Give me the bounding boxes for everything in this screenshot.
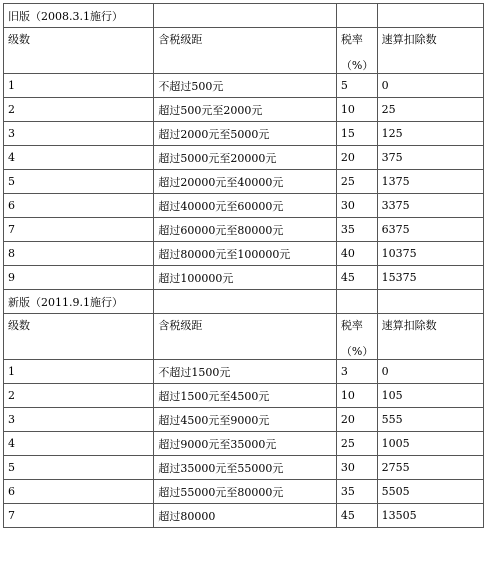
header-level: 级数 (4, 314, 154, 360)
table-row (4, 74, 484, 98)
rate-cell: 45 (336, 504, 377, 528)
level-cell: 5 (4, 456, 154, 480)
rate-cell: 35 (336, 480, 377, 504)
bracket-cell: 超过4500元至9000元 (154, 408, 337, 432)
deduction-cell: 0 (377, 74, 483, 98)
rate-cell: 15 (336, 122, 377, 146)
header-rate (336, 314, 377, 360)
level-cell: 1 (4, 360, 154, 384)
bracket-cell: 超过80000元至100000元 (154, 242, 337, 266)
header-row (4, 314, 484, 360)
section-title-row (4, 290, 484, 314)
empty-cell (377, 4, 483, 28)
level-cell: 9 (4, 266, 154, 290)
bracket-cell: 超过100000元 (154, 266, 337, 290)
table-row (4, 242, 484, 266)
level-cell: 8 (4, 242, 154, 266)
deduction-cell: 3375 (377, 194, 483, 218)
empty-cell (336, 290, 377, 314)
rate-cell: 25 (336, 432, 377, 456)
level-cell: 7 (4, 218, 154, 242)
bracket-cell: 超过9000元至35000元 (154, 432, 337, 456)
rate-cell: 5 (336, 74, 377, 98)
deduction-cell: 15375 (377, 266, 483, 290)
table-row (4, 170, 484, 194)
level-cell: 1 (4, 74, 154, 98)
rate-cell: 10 (336, 384, 377, 408)
header-rate-label: 税率 (340, 319, 363, 332)
table-row (4, 360, 484, 384)
deduction-cell: 375 (377, 146, 483, 170)
header-deduction: 速算扣除数 (377, 314, 483, 360)
table-row (4, 480, 484, 504)
deduction-cell: 6375 (377, 218, 483, 242)
rate-cell: 20 (336, 408, 377, 432)
level-cell: 5 (4, 170, 154, 194)
rate-cell: 3 (336, 360, 377, 384)
table-row (4, 456, 484, 480)
rate-cell: 10 (336, 98, 377, 122)
rate-cell: 20 (336, 146, 377, 170)
bracket-cell: 超过500元至2000元 (154, 98, 337, 122)
deduction-cell: 25 (377, 98, 483, 122)
level-cell: 2 (4, 384, 154, 408)
rate-cell: 25 (336, 170, 377, 194)
level-cell: 3 (4, 408, 154, 432)
level-cell: 2 (4, 98, 154, 122)
bracket-cell: 超过1500元至4500元 (154, 384, 337, 408)
empty-cell (154, 4, 337, 28)
deduction-cell: 125 (377, 122, 483, 146)
table-row (4, 194, 484, 218)
deduction-cell: 1375 (377, 170, 483, 194)
table-row (4, 218, 484, 242)
table-row (4, 408, 484, 432)
section-title: 新版（2011.9.1施行） (4, 290, 154, 314)
header-rate-unit: （%） (340, 59, 374, 72)
table-row (4, 146, 484, 170)
level-cell: 3 (4, 122, 154, 146)
level-cell: 4 (4, 432, 154, 456)
empty-cell (154, 290, 337, 314)
section-title-row (4, 4, 484, 28)
bracket-cell: 超过60000元至80000元 (154, 218, 337, 242)
deduction-cell: 5505 (377, 480, 483, 504)
tax-rate-table-body (4, 4, 484, 528)
empty-cell (336, 4, 377, 28)
deduction-cell: 0 (377, 360, 483, 384)
deduction-cell: 105 (377, 384, 483, 408)
rate-cell: 45 (336, 266, 377, 290)
bracket-cell: 超过2000元至5000元 (154, 122, 337, 146)
deduction-cell: 555 (377, 408, 483, 432)
table-row (4, 432, 484, 456)
header-deduction: 速算扣除数 (377, 28, 483, 74)
level-cell: 4 (4, 146, 154, 170)
section-title: 旧版（2008.3.1施行） (4, 4, 154, 28)
deduction-cell: 13505 (377, 504, 483, 528)
bracket-cell: 不超过500元 (154, 74, 337, 98)
bracket-cell: 超过40000元至60000元 (154, 194, 337, 218)
header-row (4, 28, 484, 74)
rate-cell: 35 (336, 218, 377, 242)
table-row (4, 504, 484, 528)
table-row (4, 266, 484, 290)
bracket-cell: 超过20000元至40000元 (154, 170, 337, 194)
empty-cell (377, 290, 483, 314)
bracket-cell: 超过80000 (154, 504, 337, 528)
rate-cell: 40 (336, 242, 377, 266)
bracket-cell: 超过55000元至80000元 (154, 480, 337, 504)
table-row (4, 122, 484, 146)
tax-rate-table (3, 3, 484, 528)
rate-cell: 30 (336, 456, 377, 480)
table-row (4, 384, 484, 408)
deduction-cell: 2755 (377, 456, 483, 480)
level-cell: 6 (4, 194, 154, 218)
header-rate-unit: （%） (340, 345, 374, 358)
header-level: 级数 (4, 28, 154, 74)
header-rate (336, 28, 377, 74)
bracket-cell: 不超过1500元 (154, 360, 337, 384)
rate-cell: 30 (336, 194, 377, 218)
deduction-cell: 1005 (377, 432, 483, 456)
header-rate-label: 税率 (340, 33, 363, 46)
table-row (4, 98, 484, 122)
deduction-cell: 10375 (377, 242, 483, 266)
bracket-cell: 超过35000元至55000元 (154, 456, 337, 480)
header-bracket: 含税级距 (154, 314, 337, 360)
level-cell: 7 (4, 504, 154, 528)
header-bracket: 含税级距 (154, 28, 337, 74)
level-cell: 6 (4, 480, 154, 504)
bracket-cell: 超过5000元至20000元 (154, 146, 337, 170)
